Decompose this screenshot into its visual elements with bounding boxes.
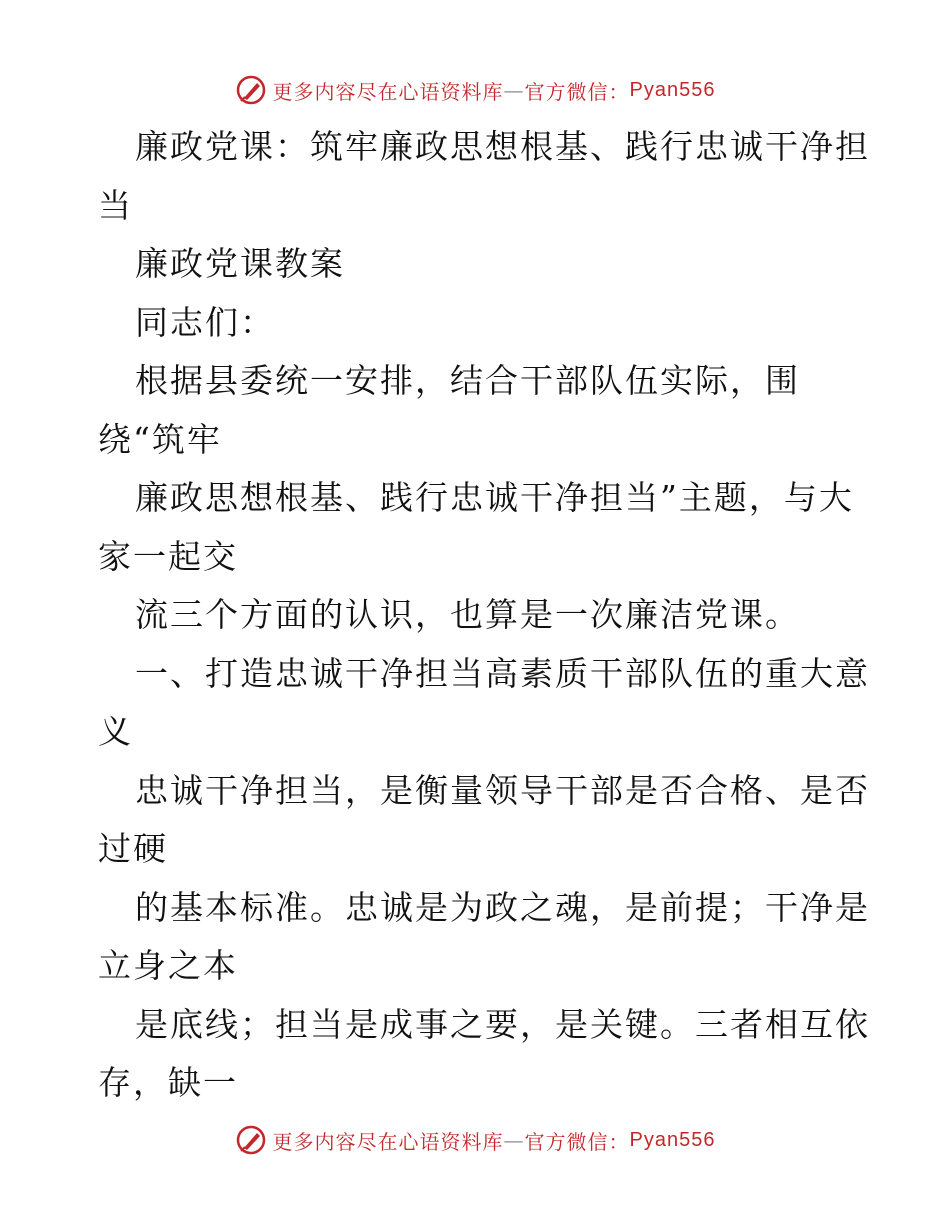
pen-logo-icon xyxy=(235,1124,267,1156)
title-line-1: 廉政党课：筑牢廉政思想根基、践行忠诚干净担 xyxy=(135,127,870,166)
watermark-label: 官方微信： xyxy=(524,1129,630,1154)
watermark-brand: 更多内容尽在心语资料库 xyxy=(272,1129,504,1154)
text-line: 根据县委统一安排，结合干部队伍实际，围 xyxy=(135,361,800,400)
watermark-label: 官方微信： xyxy=(524,79,630,104)
subtitle: 廉政党课教案 xyxy=(135,244,345,283)
pen-logo-icon xyxy=(235,74,267,106)
section-heading-line-1: 一、打造忠诚干净担当高素质干部队伍的重大意 xyxy=(135,653,870,693)
document-body xyxy=(98,118,870,1113)
text-line: 过硬 xyxy=(98,829,168,868)
text-line: 忠诚干净担当，是衡量领导干部是否合格、是否 xyxy=(135,770,870,810)
text-line: 是底线；担当是成事之要，是关键。三者相互依 xyxy=(135,1004,870,1044)
text-line: 存，缺一 xyxy=(98,1063,238,1102)
footer-watermark xyxy=(0,1120,950,1160)
text-line: 立身之本 xyxy=(98,946,238,985)
header-watermark xyxy=(0,70,950,110)
text-line: 的基本标准。忠诚是为政之魂，是前提；干净是 xyxy=(135,887,870,927)
watermark-separator: — xyxy=(503,1128,525,1152)
salutation: 同志们： xyxy=(135,302,275,342)
watermark-wechat-id: Pyan556 xyxy=(629,78,716,101)
text-line: 家一起交 xyxy=(98,536,238,576)
watermark-separator: — xyxy=(503,78,525,102)
title-line-2: 当 xyxy=(98,185,133,225)
text-line: 流三个方面的认识，也算是一次廉洁党课。 xyxy=(135,595,800,634)
section-heading-line-2: 义 xyxy=(98,712,133,751)
text-line: 廉政思想根基、践行忠诚干净担当”主题，与大 xyxy=(135,478,854,517)
watermark-brand: 更多内容尽在心语资料库 xyxy=(272,79,504,104)
text-line: 绕“筑牢 xyxy=(98,419,222,459)
watermark-wechat-id: Pyan556 xyxy=(629,1128,716,1151)
